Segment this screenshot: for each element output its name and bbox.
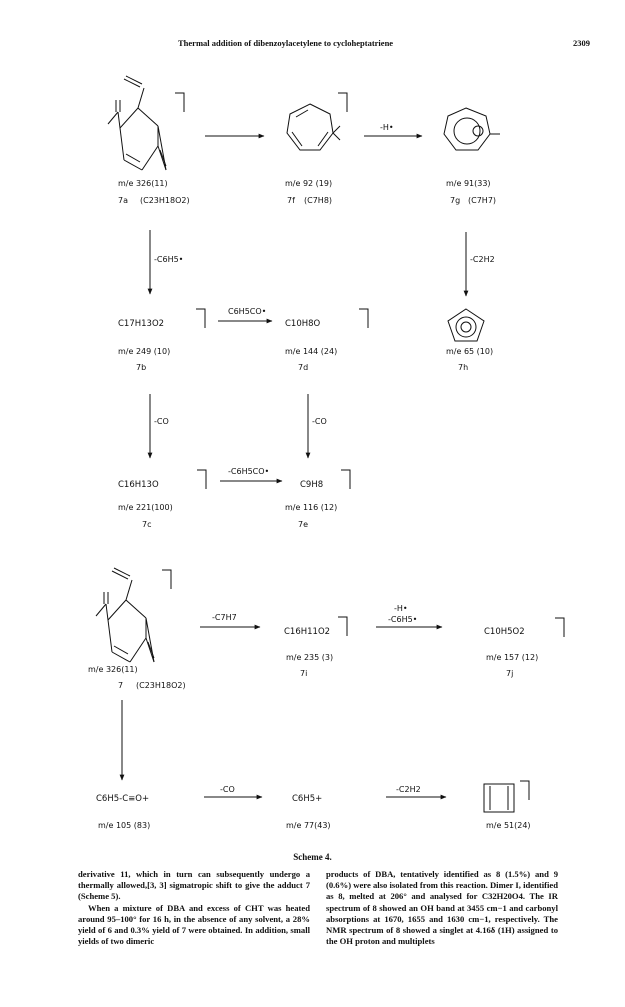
loss-h-1: -H• <box>380 123 394 132</box>
formula-7c: C16H13O <box>118 480 159 490</box>
loss-c6h5-1: -C6H5• <box>154 255 184 264</box>
loss-c6h5co-2: C6H5CO• <box>228 307 267 316</box>
loss-c2h2-5: -C2H2 <box>396 785 421 794</box>
structure-7g <box>444 108 500 150</box>
mz-77: m/e 77(43) <box>286 821 331 830</box>
formula-7j: C10H5O2 <box>484 627 525 637</box>
mz-7b: m/e 249 (10) <box>118 347 171 356</box>
loss-co-5: -CO <box>220 785 235 794</box>
mz-7a: m/e 326(11) <box>118 179 168 188</box>
loss-c6h5-4: -C6H5• <box>388 615 418 624</box>
label-7i: 7i <box>300 669 308 678</box>
label-7f: 7f <box>287 196 295 205</box>
label-7g: 7g <box>450 196 461 205</box>
mz-7e: m/e 116 (12) <box>285 503 338 512</box>
label-7: 7 <box>118 681 124 690</box>
formula-7: (C23H18O2) <box>136 681 186 690</box>
structure-51 <box>484 781 529 812</box>
formula-7e: C9H8 <box>300 480 324 490</box>
structure-7a <box>108 76 184 170</box>
label-7j: 7j <box>506 669 514 678</box>
mz-7f: m/e 92 (19) <box>285 179 333 188</box>
label-7a: 7a <box>118 196 128 205</box>
loss-co-2a: -CO <box>154 417 169 426</box>
formula-7a: (C23H18O2) <box>140 196 190 205</box>
formula-7g: (C7H7) <box>468 196 497 205</box>
formula-7f: (C7H8) <box>304 196 333 205</box>
mz-105: m/e 105 (83) <box>98 821 151 830</box>
label-7h: 7h <box>458 363 469 372</box>
page-number: 2309 <box>573 38 590 48</box>
structure-7 <box>96 568 171 662</box>
mz-7: m/e 326(11) <box>88 665 138 674</box>
mz-7c: m/e 221(100) <box>118 503 173 512</box>
label-7d: 7d <box>298 363 309 372</box>
mz-7h: m/e 65 (10) <box>446 347 494 356</box>
loss-c7h7: -C7H7 <box>212 613 237 622</box>
paragraph-left-2: When a mixture of DBA and excess of CHT was heated around 95–100° for 16 h, in the absence of any solvent, a 28% yield of 6 and 0.3% yield of 7 were obtained. In addition, small yields of two dimeric <box>78 902 310 947</box>
structure-7f <box>287 93 347 150</box>
running-header: Thermal addition of dibenzoylacetylene to cycloheptatriene <box>178 38 394 48</box>
mz-51: m/e 51(24) <box>486 821 531 830</box>
paragraph-left-1: derivative 11, which in turn can subsequently undergo a thermally allowed,[3, 3] sigmatropic shift to give the adduct 7 (Scheme 5). <box>78 869 310 902</box>
label-7e: 7e <box>298 520 309 529</box>
mz-7d: m/e 144 (24) <box>285 347 338 356</box>
structure-7h <box>448 309 484 341</box>
paragraph-right-1: products of DBA, tentatively identified as 8 (1.5%) and 9 (0.6%) were also isolated from this reaction. Dimer I, identified as 8, melted at 206° and analysed for C32H20O4. The IR spectrum of 8 showed an OH band at 3455 cm−1 and carbonyl absorptions at 1670, 1655 and 1630 cm−1, respectively. The NMR spectrum of 8 showed a singlet at 4.16δ (1H) assigned to the OH proton and multiplets <box>326 869 558 947</box>
mz-7j: m/e 157 (12) <box>486 653 539 662</box>
label-7c: 7c <box>142 520 152 529</box>
label-7b: 7b <box>136 363 147 372</box>
scheme-caption: Scheme 4. <box>293 852 332 862</box>
mz-7i: m/e 235 (3) <box>286 653 334 662</box>
formula-7d: C10H8O <box>285 319 321 329</box>
formula-7i: C16H11O2 <box>284 627 331 637</box>
loss-c6h5co-3: -C6H5CO• <box>228 467 270 476</box>
loss-h-4: -H• <box>394 604 408 613</box>
loss-co-2b: -CO <box>312 417 327 426</box>
formula-7b: C17H13O2 <box>118 319 165 329</box>
text-column-right <box>326 869 558 947</box>
mz-7g: m/e 91(33) <box>446 179 491 188</box>
loss-c2h2-1: -C2H2 <box>470 255 495 264</box>
text-column-left <box>78 869 310 947</box>
formula-105: C6H5-C≡O+ <box>96 794 150 804</box>
formula-77: C6H5+ <box>292 794 323 804</box>
